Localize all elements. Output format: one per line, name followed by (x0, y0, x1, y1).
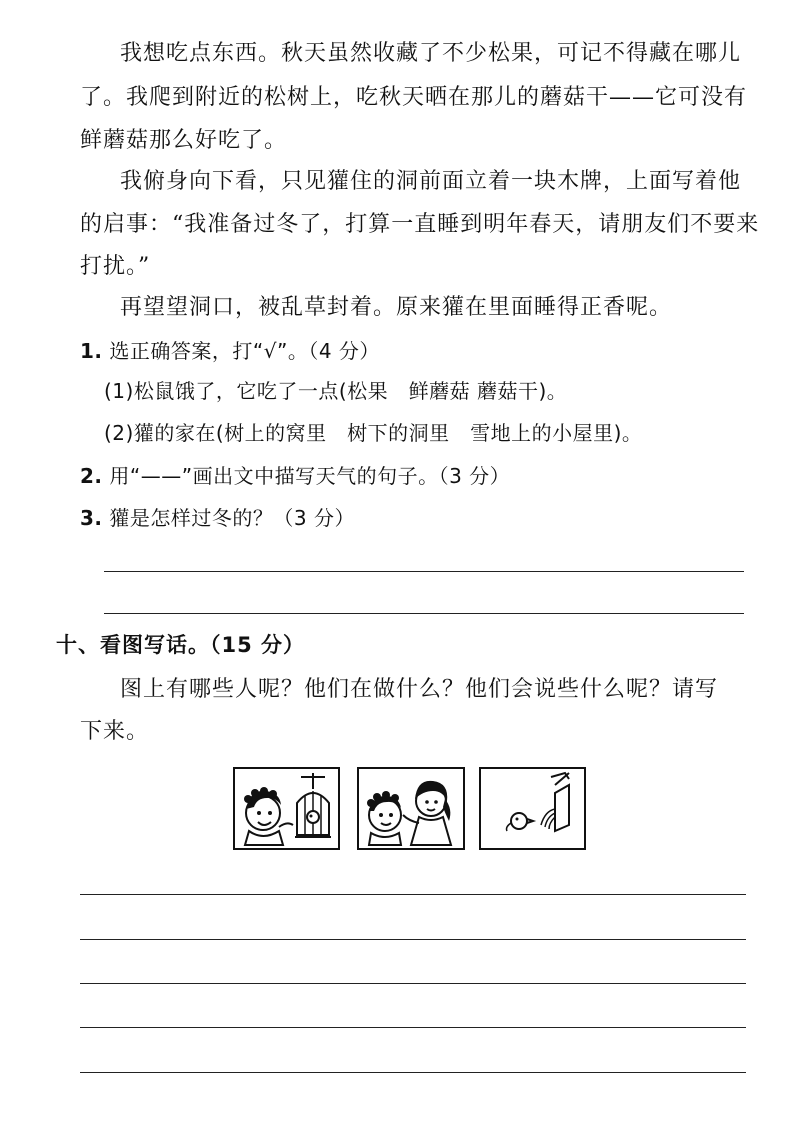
boy-and-girl-illustration (359, 769, 462, 847)
question-1-sub-2: (2)獾的家在(树上的窝里 树下的洞里 雪地上的小屋里)。 (104, 421, 643, 445)
writing-line-3[interactable] (80, 983, 746, 984)
writing-line-5[interactable] (80, 1072, 746, 1073)
writing-line-2[interactable] (80, 939, 746, 940)
question-3-text: 獾是怎样过冬的？（3 分） (109, 506, 355, 530)
passage-p3: 再望望洞口，被乱草封着。原来獾在里面睡得正香呢。 (120, 295, 673, 320)
question-2 (80, 461, 510, 491)
question-1 (80, 336, 380, 366)
passage-p1-line3: 鲜蘑菇那么好吃了。 (80, 128, 288, 153)
section-10-prompt-line2: 下来。 (80, 719, 150, 744)
section-10-prompt-line1: 图上有哪些人呢？他们在做什么？他们会说些什么呢？请写 (120, 677, 719, 702)
boy-with-birdcage-illustration (235, 769, 337, 847)
passage-p2-line2: 的启事：“我准备过冬了，打算一直睡到明年春天，请朋友们不要来 (80, 212, 760, 237)
writing-line-1[interactable] (80, 894, 746, 895)
question-2-number: 2. (80, 464, 103, 488)
question-3 (80, 503, 355, 533)
writing-line-4[interactable] (80, 1027, 746, 1028)
bird-and-empty-cage-illustration (481, 769, 583, 847)
picture-panel-3 (479, 767, 586, 850)
question-3-number: 3. (80, 506, 103, 530)
answer-line-q3-2[interactable] (104, 613, 744, 614)
picture-panel-2 (357, 767, 465, 850)
question-1-sub-1: (1)松鼠饿了，它吃了一点(松果 鲜蘑菇 蘑菇干)。 (104, 379, 568, 403)
question-1-text: 选正确答案，打“√”。（4 分） (109, 339, 380, 363)
passage-p1-line2: 了。我爬到附近的松树上，吃秋天晒在那儿的蘑菇干——它可没有 (80, 85, 748, 110)
passage-p2-line1: 我俯身向下看，只见獾住的洞前面立着一块木牌，上面写着他 (120, 169, 742, 194)
question-2-text: 用“——”画出文中描写天气的句子。（3 分） (109, 464, 511, 488)
section-10-title: 十、看图写话。（15 分） (56, 633, 306, 657)
question-1-number: 1. (80, 339, 103, 363)
passage-p1-line1: 我想吃点东西。秋天虽然收藏了不少松果，可记不得藏在哪儿 (120, 41, 742, 66)
picture-panel-1 (233, 767, 340, 850)
answer-line-q3-1[interactable] (104, 571, 744, 572)
passage-p2-line3: 打扰。” (80, 254, 151, 279)
